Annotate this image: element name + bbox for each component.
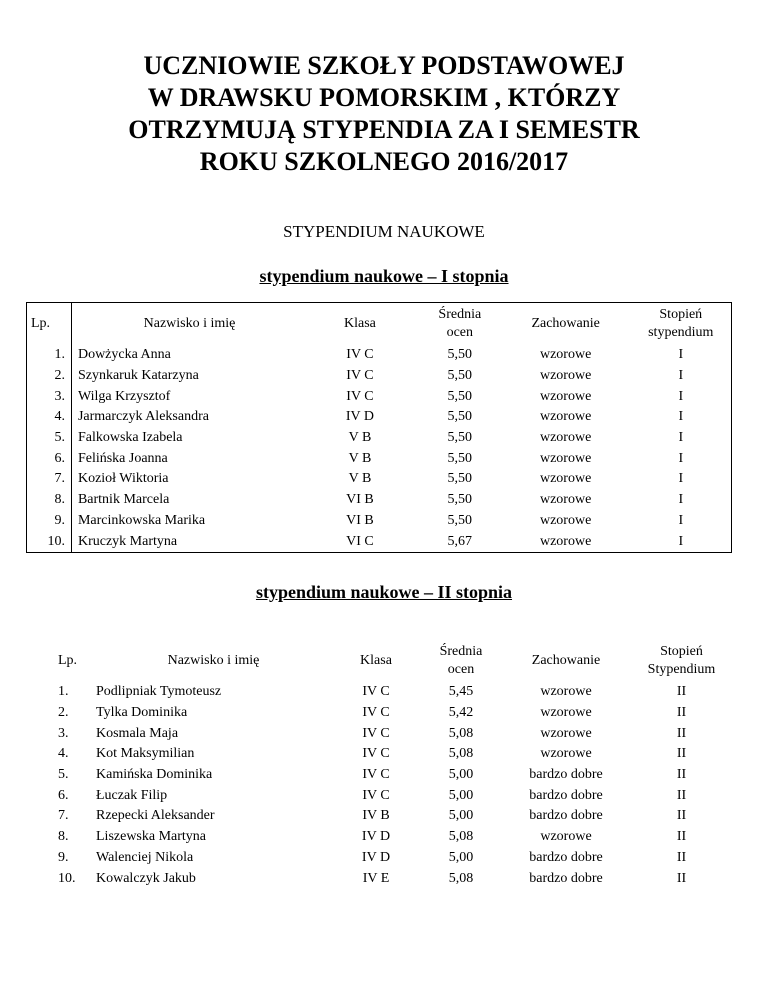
- cell-srednia: 5,67: [447, 533, 473, 549]
- cell-name: Kot Maksymilian: [96, 746, 195, 762]
- cell-klasa: VI C: [346, 533, 374, 549]
- cell-zachowanie: wzorowe: [539, 430, 592, 446]
- cell-lp: 1.: [58, 684, 69, 700]
- cell-name: Walenciej Nikola: [96, 849, 194, 865]
- header-srednia-line-1: Średnia: [439, 644, 483, 659]
- cell-zachowanie: wzorowe: [539, 492, 592, 508]
- cell-stopien: I: [678, 388, 684, 404]
- cell-klasa: V B: [348, 471, 372, 487]
- header-zachowanie: Zachowanie: [531, 316, 600, 331]
- header-name: Nazwisko i imię: [167, 653, 260, 668]
- cell-srednia: 5,50: [447, 512, 473, 528]
- header-klasa: Klasa: [344, 316, 376, 331]
- header-stopien-line-2: Stypendium: [647, 662, 716, 677]
- cell-zachowanie: wzorowe: [539, 450, 592, 466]
- title-line-4: ROKU SZKOLNEGO 2016/2017: [199, 147, 569, 176]
- cell-stopien: I: [678, 492, 684, 508]
- table-row: [27, 469, 732, 490]
- header-klasa: Klasa: [360, 653, 392, 668]
- table-row: [26, 806, 732, 827]
- cell-srednia: 5,45: [448, 684, 474, 700]
- table-row: [27, 345, 732, 366]
- table-row: [27, 407, 732, 428]
- cell-stopien: I: [678, 512, 684, 528]
- cell-zachowanie: wzorowe: [540, 829, 592, 845]
- cell-stopien: I: [678, 430, 684, 446]
- cell-stopien: II: [676, 829, 687, 845]
- table-row: [26, 765, 732, 786]
- cell-lp: 9.: [58, 849, 69, 865]
- table-body: [26, 682, 732, 889]
- scholarship-table-level-2: [26, 640, 732, 889]
- cell-zachowanie: wzorowe: [539, 512, 592, 528]
- cell-klasa: VI B: [346, 512, 374, 528]
- header-name: Nazwisko i imię: [143, 316, 236, 331]
- cell-name: Kruczyk Martyna: [77, 533, 178, 549]
- cell-zachowanie: wzorowe: [539, 533, 592, 549]
- title-line-2: W DRAWSKU POMORSKIM , KTÓRZY: [147, 83, 621, 112]
- table-row: [26, 868, 732, 889]
- cell-zachowanie: bardzo dobre: [529, 849, 603, 865]
- cell-name: Tylka Dominika: [96, 705, 188, 721]
- cell-klasa: V B: [348, 450, 372, 466]
- cell-srednia: 5,42: [448, 705, 474, 721]
- header-zachowanie: Zachowanie: [531, 653, 601, 668]
- table-row: [26, 785, 732, 806]
- cell-lp: 8.: [27, 490, 72, 511]
- cell-klasa: IV E: [362, 870, 390, 886]
- table-row: [27, 366, 732, 387]
- cell-name: Rzepecki Aleksander: [96, 808, 215, 824]
- cell-lp: 5.: [58, 767, 69, 783]
- cell-stopien: II: [676, 870, 687, 886]
- cell-lp: 3.: [58, 725, 69, 741]
- cell-name: Jarmarczyk Aleksandra: [77, 409, 209, 425]
- table-row: [27, 448, 732, 469]
- section1-heading: stypendium naukowe – I stopnia: [259, 266, 509, 286]
- cell-name: Podlipniak Tymoteusz: [96, 684, 222, 700]
- cell-lp: 4.: [27, 407, 72, 428]
- table-row: [26, 827, 732, 848]
- cell-klasa: IV C: [346, 388, 374, 404]
- cell-lp: 2.: [58, 705, 69, 721]
- cell-srednia: 5,50: [447, 450, 473, 466]
- document-title: [0, 50, 768, 178]
- table-body: [27, 345, 732, 552]
- cell-stopien: I: [678, 471, 684, 487]
- cell-srednia: 5,08: [448, 725, 474, 741]
- cell-lp: 7.: [27, 469, 72, 490]
- header-srednia: [421, 640, 501, 682]
- cell-stopien: II: [676, 767, 687, 783]
- cell-stopien: II: [676, 725, 687, 741]
- cell-stopien: II: [676, 684, 687, 700]
- table-row: [27, 428, 732, 449]
- cell-zachowanie: wzorowe: [539, 347, 592, 363]
- cell-zachowanie: wzorowe: [540, 725, 592, 741]
- table-row: [27, 531, 732, 552]
- cell-klasa: IV D: [361, 849, 391, 865]
- cell-zachowanie: wzorowe: [539, 368, 592, 384]
- cell-srednia: 5,08: [448, 829, 474, 845]
- cell-stopien: II: [676, 808, 687, 824]
- cell-stopien: I: [678, 347, 684, 363]
- cell-stopien: I: [678, 533, 684, 549]
- subtitle: STYPENDIUM NAUKOWE: [283, 222, 485, 241]
- cell-srednia: 5,50: [447, 409, 473, 425]
- table-row: [27, 511, 732, 532]
- cell-zachowanie: wzorowe: [539, 471, 592, 487]
- cell-srednia: 5,00: [448, 787, 474, 803]
- header-stopien-line-1: Stopień: [659, 307, 703, 322]
- cell-srednia: 5,00: [448, 767, 474, 783]
- cell-zachowanie: wzorowe: [539, 388, 592, 404]
- cell-klasa: IV C: [346, 347, 374, 363]
- table-header-row: [26, 640, 732, 682]
- title-line-1: UCZNIOWIE SZKOŁY PODSTAWOWEJ: [143, 51, 625, 80]
- cell-lp: 10.: [27, 531, 72, 552]
- cell-srednia: 5,50: [447, 430, 473, 446]
- cell-srednia: 5,50: [447, 492, 473, 508]
- cell-lp: 6.: [27, 448, 72, 469]
- cell-klasa: IV C: [362, 787, 390, 803]
- cell-srednia: 5,08: [448, 870, 474, 886]
- cell-klasa: IV D: [361, 829, 391, 845]
- cell-name: Dowżycka Anna: [77, 347, 171, 363]
- cell-name: Kosmala Maja: [96, 725, 179, 741]
- header-stopien-line-2: stypendium: [648, 325, 714, 340]
- table-header-row: [27, 303, 732, 346]
- cell-klasa: IV C: [362, 705, 390, 721]
- cell-klasa: IV C: [362, 725, 390, 741]
- cell-name: Szynkaruk Katarzyna: [77, 368, 199, 384]
- cell-zachowanie: wzorowe: [540, 684, 592, 700]
- scholarship-table-level-1: [26, 302, 732, 553]
- cell-klasa: V B: [348, 430, 372, 446]
- cell-stopien: II: [676, 746, 687, 762]
- cell-lp: 8.: [58, 829, 69, 845]
- header-srednia-line-2: ocen: [447, 662, 475, 677]
- table-row: [26, 723, 732, 744]
- cell-srednia: 5,50: [447, 368, 473, 384]
- cell-zachowanie: wzorowe: [539, 409, 592, 425]
- cell-zachowanie: bardzo dobre: [529, 808, 603, 824]
- cell-stopien: II: [676, 705, 687, 721]
- cell-srednia: 5,50: [447, 347, 473, 363]
- cell-klasa: IV C: [362, 746, 390, 762]
- table-row: [26, 703, 732, 724]
- cell-name: Kamińska Dominika: [96, 767, 213, 783]
- cell-stopien: I: [678, 368, 684, 384]
- cell-stopien: I: [678, 450, 684, 466]
- cell-zachowanie: bardzo dobre: [529, 870, 603, 886]
- table-row: [26, 682, 732, 703]
- header-lp: Lp.: [27, 303, 72, 346]
- cell-zachowanie: bardzo dobre: [529, 767, 603, 783]
- cell-klasa: IV C: [346, 368, 374, 384]
- cell-srednia: 5,50: [447, 388, 473, 404]
- header-srednia: [419, 303, 501, 346]
- cell-name: Marcinkowska Marika: [77, 512, 206, 528]
- cell-lp: 7.: [58, 808, 69, 824]
- header-srednia-line-2: ocen: [446, 325, 473, 340]
- cell-klasa: IV B: [362, 808, 390, 824]
- cell-klasa: VI B: [346, 492, 374, 508]
- cell-name: Kozioł Wiktoria: [77, 471, 169, 487]
- table-row: [26, 848, 732, 869]
- title-line-3: OTRZYMUJĄ STYPENDIA ZA I SEMESTR: [128, 115, 640, 144]
- cell-stopien: II: [676, 787, 687, 803]
- header-stopien: [631, 303, 732, 346]
- cell-name: Łuczak Filip: [96, 787, 168, 803]
- cell-name: Falkowska Izabela: [77, 430, 183, 446]
- cell-lp: 5.: [27, 428, 72, 449]
- cell-stopien: I: [678, 409, 684, 425]
- cell-klasa: IV C: [362, 767, 390, 783]
- table-row: [26, 744, 732, 765]
- cell-zachowanie: wzorowe: [540, 705, 592, 721]
- header-stopien: [631, 640, 732, 682]
- cell-srednia: 5,08: [448, 746, 474, 762]
- cell-lp: 3.: [27, 386, 72, 407]
- cell-srednia: 5,00: [448, 849, 474, 865]
- cell-lp: 4.: [58, 746, 69, 762]
- header-lp: Lp.: [58, 653, 78, 668]
- cell-lp: 9.: [27, 511, 72, 532]
- cell-lp: 10.: [58, 870, 76, 886]
- cell-name: Bartnik Marcela: [77, 492, 170, 508]
- table-row: [27, 386, 732, 407]
- cell-name: Wilga Krzysztof: [77, 388, 171, 404]
- cell-lp: 1.: [27, 345, 72, 366]
- header-stopien-line-1: Stopień: [660, 644, 703, 659]
- cell-klasa: IV C: [362, 684, 390, 700]
- cell-srednia: 5,50: [447, 471, 473, 487]
- cell-name: Kowalczyk Jakub: [96, 870, 196, 886]
- cell-zachowanie: bardzo dobre: [529, 787, 603, 803]
- cell-zachowanie: wzorowe: [540, 746, 592, 762]
- cell-klasa: IV D: [345, 409, 375, 425]
- section2-heading: stypendium naukowe – II stopnia: [255, 582, 513, 602]
- cell-lp: 2.: [27, 366, 72, 387]
- cell-name: Liszewska Martyna: [96, 829, 207, 845]
- cell-stopien: II: [676, 849, 687, 865]
- table-row: [27, 490, 732, 511]
- cell-name: Felińska Joanna: [77, 450, 168, 466]
- cell-lp: 6.: [58, 787, 69, 803]
- cell-srednia: 5,00: [448, 808, 474, 824]
- header-srednia-line-1: Średnia: [438, 307, 482, 322]
